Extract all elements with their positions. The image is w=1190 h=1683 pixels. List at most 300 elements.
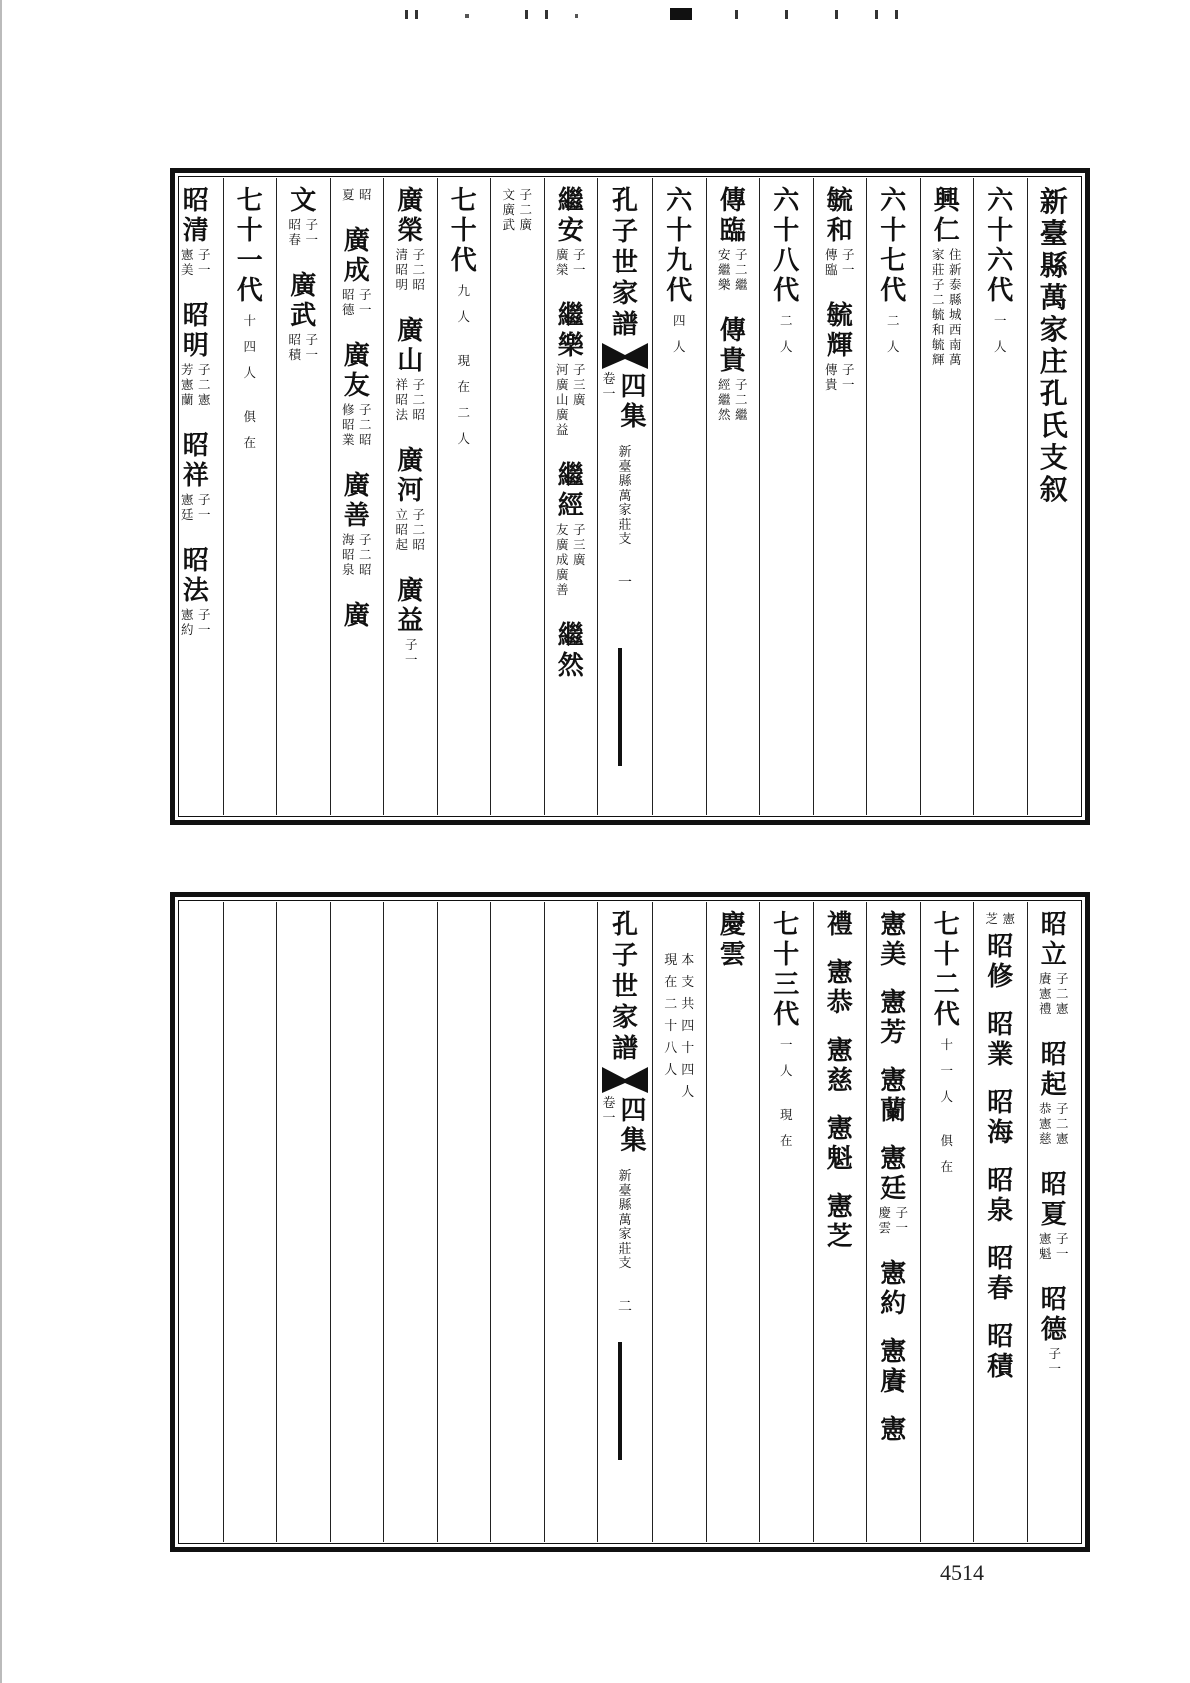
column-persons — [1027, 902, 1081, 1542]
annotation-char: 子 — [197, 362, 211, 377]
annotation-char: 子 — [1048, 1346, 1061, 1361]
book-name-char: 子 — [611, 217, 638, 247]
annotation-left — [394, 247, 409, 292]
annotation-char: 益 — [555, 422, 569, 437]
generation-char: 八 — [773, 246, 800, 276]
person-name-char: 樂 — [557, 331, 584, 361]
person-entry — [341, 226, 373, 323]
totals-line — [680, 950, 695, 1104]
annotation-left — [931, 247, 946, 367]
annotation-right — [358, 402, 373, 447]
series-char: 集 — [620, 402, 647, 432]
person-name-char: 傳 — [719, 186, 746, 216]
annotation-char: 賡 — [1038, 971, 1052, 986]
person-entry — [1039, 1285, 1069, 1382]
generation-char: 十 — [987, 216, 1014, 246]
annotation-char: 一 — [197, 507, 211, 522]
annotation-pair — [180, 247, 212, 277]
totals-char: 四 — [681, 1019, 695, 1034]
annotation-pair — [931, 247, 963, 367]
generation-count — [242, 308, 257, 456]
person-name-char: 繼 — [557, 301, 584, 331]
generation-heading — [985, 186, 1015, 306]
person-name-char: 興 — [933, 186, 960, 216]
annotation-left — [984, 911, 999, 926]
annotation-right — [358, 187, 373, 202]
column-blank — [330, 902, 384, 1542]
generation-char: 七 — [933, 910, 960, 940]
person-entry — [395, 576, 425, 673]
column-persons — [276, 178, 330, 815]
top-columns — [180, 178, 1080, 815]
series-char: 四 — [620, 372, 647, 402]
annotation-char: 三 — [572, 537, 586, 552]
annotation-right — [841, 247, 856, 277]
person-entry — [341, 186, 373, 208]
person-name-char: 廣 — [343, 226, 370, 256]
annotation-pair — [984, 911, 1016, 926]
annotation-pair — [1038, 971, 1070, 1016]
book-name-char: 譜 — [611, 1034, 638, 1064]
generation-char: 十 — [450, 216, 477, 246]
column-gen — [759, 178, 813, 815]
annotation-char: 傳 — [824, 247, 838, 262]
generation-count-char: 人 — [779, 1063, 793, 1078]
column-blank — [490, 902, 544, 1542]
annotation-char: 三 — [572, 377, 586, 392]
person-entry — [877, 1144, 909, 1241]
annotation-pair — [717, 247, 749, 292]
generation-char: 九 — [666, 246, 693, 276]
annotation-char: 海 — [341, 532, 355, 547]
fold-page-number: 一 — [618, 574, 632, 591]
page-number: 4514 — [940, 1560, 984, 1585]
section-name — [618, 446, 633, 548]
annotation-pair — [1038, 1101, 1070, 1146]
annotation-char: 憲 — [180, 247, 194, 262]
book-name — [610, 186, 640, 341]
generation-count-char: 人 — [779, 339, 793, 354]
generation-char: 二 — [933, 970, 960, 1000]
annotation-pair — [555, 522, 587, 597]
generation-heading — [235, 186, 265, 306]
person-name-char: 昭 — [987, 932, 1014, 962]
person-name-char: 繼 — [557, 186, 584, 216]
title-char: 萬 — [1039, 281, 1068, 314]
annotation-char: 然 — [717, 407, 731, 422]
person-name-char: 春 — [987, 1274, 1014, 1304]
person-entry — [717, 186, 749, 298]
annotation-char: 昭 — [412, 537, 425, 552]
series-row — [602, 372, 649, 432]
person-entry — [985, 1322, 1015, 1382]
person-entry — [180, 546, 212, 643]
annotation-char: 憲 — [180, 377, 194, 392]
generation-char: 七 — [773, 910, 800, 940]
annotation-char: 憲 — [180, 492, 194, 507]
annotation-right — [734, 247, 749, 292]
annotation-char: 憲 — [1038, 986, 1052, 1001]
generation-count — [672, 308, 687, 360]
person-name-char: 芝 — [826, 1222, 853, 1252]
annotation-right — [1055, 1231, 1070, 1261]
annotation-pair — [341, 402, 373, 447]
generation-char: 六 — [987, 246, 1014, 276]
annotation-char: 廣 — [555, 247, 569, 262]
column-gen — [973, 178, 1027, 815]
totals-char: 二 — [664, 997, 678, 1012]
top-genealogy-panel — [170, 168, 1090, 825]
person-name-char: 昭 — [182, 186, 209, 216]
title-char: 叙 — [1039, 473, 1068, 506]
annotation-right — [841, 362, 856, 392]
generation-count-char: 現 — [457, 353, 470, 368]
person-name-char: 文 — [290, 186, 317, 216]
person-name-char: 慶 — [719, 910, 746, 940]
column-persons — [544, 178, 598, 815]
person-name-char: 山 — [397, 346, 424, 376]
generation-char: 六 — [773, 186, 800, 216]
annotation-char: 子 — [358, 287, 372, 302]
annotation-char: 二 — [358, 417, 372, 432]
annotation-char: 昭 — [341, 547, 355, 562]
series-char: 集 — [620, 1126, 647, 1156]
annotation-left — [824, 247, 839, 277]
generation-heading — [771, 910, 801, 1030]
person-name-char: 廣 — [397, 186, 424, 216]
person-name-char: 雲 — [719, 940, 746, 970]
annotation-char: 蘭 — [180, 392, 194, 407]
annotation-char: 子 — [358, 402, 372, 417]
annotation-pair — [877, 1205, 909, 1235]
annotation-char: 二 — [1055, 986, 1069, 1001]
annotation-char: 廣 — [572, 392, 586, 407]
person-name-char: 憲 — [880, 1144, 907, 1174]
column-plainlist — [813, 902, 867, 1542]
person-entry — [825, 910, 855, 940]
person-name-char: 泉 — [987, 1196, 1014, 1226]
person-name-char: 昭 — [987, 1322, 1014, 1352]
person-name-char: 海 — [987, 1118, 1014, 1148]
generation-char: 代 — [236, 276, 263, 306]
annotation-char: 恭 — [1038, 1101, 1052, 1116]
person-name-char: 榮 — [397, 216, 424, 246]
column-gen — [223, 178, 277, 815]
annotation-pair — [287, 217, 319, 247]
person-name-char: 益 — [397, 606, 424, 636]
annotation-right — [572, 247, 587, 277]
generation-count-char: 人 — [457, 309, 470, 324]
annotation-right — [572, 362, 587, 437]
annotation-char: 起 — [395, 537, 408, 552]
person-entry — [394, 446, 426, 558]
annotation-char: 子 — [305, 332, 318, 347]
column-blank — [276, 902, 330, 1542]
generation-count-char: 一 — [993, 313, 1007, 328]
generation-char: 七 — [450, 186, 477, 216]
person-name-char: 憲 — [880, 988, 907, 1018]
generation-count-char: 九 — [457, 283, 470, 298]
section-char: 臺 — [618, 1183, 632, 1199]
person-entry — [287, 271, 319, 368]
person-name-char: 業 — [987, 1040, 1014, 1070]
annotation-char: 城 — [948, 307, 962, 322]
generation-count-char: 十 — [940, 1037, 953, 1052]
annotation-char: 二 — [412, 392, 425, 407]
person-name-char: 繼 — [557, 621, 584, 651]
annotation-left — [341, 287, 356, 317]
person-name-char: 昭 — [182, 546, 209, 576]
annotation-char: 魁 — [1038, 1246, 1052, 1261]
person-entry — [985, 1010, 1015, 1070]
person-name-char: 毓 — [826, 186, 853, 216]
person-entry — [878, 1066, 908, 1126]
annotation-char: 二 — [931, 292, 945, 307]
column-blank — [437, 902, 491, 1542]
column-persons — [383, 178, 437, 815]
person-name-char: 善 — [343, 501, 370, 531]
annotation-char: 昭 — [358, 187, 372, 202]
annotation-char: 子 — [841, 362, 855, 377]
annotation-pair — [824, 247, 856, 277]
column-blank — [383, 902, 437, 1542]
annotation-pair — [287, 332, 319, 362]
annotation-char: 憲 — [1055, 1131, 1069, 1146]
annotation-pair — [555, 362, 587, 437]
section-char: 家 — [618, 503, 632, 518]
annotation-pair — [1038, 1231, 1070, 1261]
column-totals — [652, 902, 706, 1542]
annotation-char: 廣 — [555, 407, 569, 422]
column-persons — [706, 178, 760, 815]
generation-char: 十 — [666, 216, 693, 246]
annotation-char: 子 — [197, 247, 211, 262]
generation-count-char: 二 — [457, 405, 470, 420]
annotation-left — [287, 332, 302, 362]
generation-count-char: 人 — [672, 339, 686, 354]
annotation-char: 繼 — [717, 262, 731, 277]
annotation-char: 昭 — [341, 287, 355, 302]
annotation-char: 經 — [717, 377, 731, 392]
annotation-char: 一 — [305, 232, 318, 247]
person-name-char: 貴 — [719, 346, 746, 376]
column-persons — [330, 178, 384, 815]
column-persons — [169, 178, 223, 815]
annotation-char: 子 — [519, 187, 532, 202]
annotation-left — [180, 607, 195, 637]
column-persons — [706, 902, 760, 1542]
generation-heading — [449, 186, 479, 276]
annotation-left — [341, 187, 356, 202]
annotation-char: 子 — [572, 522, 586, 537]
annotation-char: 莊 — [931, 262, 945, 277]
column-gen — [920, 902, 974, 1542]
book-name — [610, 910, 640, 1065]
annotation-char: 昭 — [395, 392, 408, 407]
person-name-char: 蘭 — [880, 1096, 907, 1126]
annotation-char: 憲 — [180, 607, 194, 622]
annotation-left — [877, 1205, 892, 1235]
annotation-char: 廣 — [555, 567, 569, 582]
section-char: 家 — [618, 1227, 632, 1242]
book-name-char: 子 — [611, 941, 638, 971]
person-entry — [180, 301, 212, 413]
person-name-char: 恭 — [826, 988, 853, 1018]
annotation-char: 子 — [412, 247, 425, 262]
annotation-char: 芳 — [180, 362, 194, 377]
person-name-char: 昭 — [1040, 1285, 1067, 1315]
column-blank — [223, 902, 277, 1542]
person-entry — [556, 621, 586, 681]
annotation-char: 二 — [1055, 1116, 1069, 1131]
person-name-char: 傳 — [719, 316, 746, 346]
person-name-char: 廣 — [397, 576, 424, 606]
annotation-right — [358, 532, 373, 577]
annotation-right — [197, 492, 212, 522]
person-entry — [985, 932, 1015, 992]
column-blank — [169, 902, 223, 1542]
annotation-char: 芝 — [985, 911, 998, 926]
title-char: 縣 — [1039, 249, 1068, 282]
totals-char: 十 — [664, 1019, 678, 1034]
section-char: 萬 — [618, 488, 632, 504]
section-char: 新 — [618, 445, 632, 460]
column-persons — [813, 178, 867, 815]
annotation-pair — [717, 377, 749, 422]
annotation-char: 輝 — [931, 352, 945, 367]
person-entry — [1038, 1040, 1070, 1152]
generation-count-char: 四 — [672, 313, 686, 328]
generation-heading — [878, 186, 908, 306]
annotation-char: 樂 — [717, 277, 731, 292]
person-name-char: 賡 — [880, 1367, 907, 1397]
annotation-char: 繼 — [734, 407, 748, 422]
annotation-char: 廣 — [555, 537, 569, 552]
person-entry — [717, 316, 749, 428]
annotation-char: 廣 — [502, 202, 515, 217]
volume-char: 卷 — [602, 372, 616, 387]
person-name-char: 憲 — [826, 1192, 853, 1222]
annotation-char: 子 — [895, 1205, 908, 1220]
annotation-char: 憲 — [1038, 1116, 1052, 1131]
generation-count-char: 俱 — [243, 409, 256, 424]
annotation-char: 毓 — [931, 307, 945, 322]
person-name-char: 廷 — [880, 1174, 907, 1204]
annotation-pair — [180, 362, 212, 407]
generation-count-char: 一 — [779, 1037, 793, 1052]
annotation-char: 一 — [572, 262, 586, 277]
section-char: 縣 — [618, 1198, 632, 1213]
annotation-char: 河 — [555, 362, 569, 377]
person-entry — [931, 186, 963, 373]
person-name-char: 仁 — [933, 216, 960, 246]
person-entry — [555, 461, 587, 603]
annotation-pair — [180, 607, 212, 637]
person-name-char: 昭 — [987, 1088, 1014, 1118]
person-entry — [1038, 1170, 1070, 1267]
annotation-pair — [341, 287, 373, 317]
center-fold-column — [597, 902, 652, 1542]
annotation-left — [555, 362, 570, 437]
annotation-char: 子 — [305, 217, 318, 232]
section-char: 臺 — [618, 459, 632, 475]
annotation-char: 住 — [948, 247, 962, 262]
annotation-pair — [394, 247, 426, 292]
person-entry — [341, 471, 373, 583]
person-name-char: 安 — [557, 216, 584, 246]
annotation-left — [180, 247, 195, 277]
totals-char: 共 — [681, 997, 695, 1012]
person-entry — [1038, 910, 1070, 1022]
person-name-char: 憲 — [826, 1036, 853, 1066]
generation-count-char: 在 — [779, 1133, 793, 1148]
bottom-genealogy-panel — [170, 892, 1090, 1552]
annotation-char: 積 — [288, 347, 301, 362]
person-name-char: 友 — [343, 371, 370, 401]
annotation-char: 清 — [395, 247, 408, 262]
volume-col — [602, 372, 617, 432]
person-name-char: 祥 — [182, 461, 209, 491]
generation-count — [779, 1032, 794, 1154]
person-name-char: 昭 — [1040, 1040, 1067, 1070]
person-entry — [825, 958, 855, 1018]
generation-count — [939, 1032, 954, 1180]
annotation-left — [287, 217, 302, 247]
annotation-left — [555, 522, 570, 597]
person-name-char: 昭 — [182, 431, 209, 461]
annotation-pair — [824, 362, 856, 392]
annotation-char: 昭 — [412, 407, 425, 422]
page-edge-line — [0, 0, 2, 1683]
annotation-right — [411, 507, 426, 552]
fishtail-mark — [602, 1067, 648, 1093]
book-name-char: 孔 — [611, 910, 638, 940]
title-char: 家 — [1039, 313, 1068, 346]
person-name-char: 和 — [826, 216, 853, 246]
annotation-char: 西 — [948, 322, 962, 337]
person-entry — [985, 1166, 1015, 1226]
annotation-char: 子 — [572, 362, 586, 377]
annotation-left — [1038, 1231, 1053, 1261]
annotation-char: 萬 — [948, 352, 962, 367]
generation-char: 一 — [236, 246, 263, 276]
generation-char: 代 — [933, 1000, 960, 1030]
annotation-char: 毓 — [931, 337, 945, 352]
fold-bar — [618, 1342, 622, 1460]
person-name-char: 昭 — [1040, 910, 1067, 940]
person-entry — [180, 431, 212, 528]
title-char: 孔 — [1039, 377, 1068, 410]
annotation-char: 縣 — [948, 292, 962, 307]
person-name-char: 昭 — [182, 301, 209, 331]
generation-heading — [664, 186, 694, 306]
generation-count-char: 十 — [243, 313, 256, 328]
annotation-char: 昭 — [412, 277, 425, 292]
annotation-char: 昭 — [395, 262, 408, 277]
generation-count-char: 在 — [243, 435, 256, 450]
annotation-char: 二 — [519, 202, 532, 217]
annotation-char: 昭 — [288, 332, 301, 347]
generation-char: 六 — [666, 186, 693, 216]
annotation-char: 憲 — [1002, 911, 1015, 926]
column-gen — [866, 178, 920, 815]
person-name-char: 憲 — [826, 1114, 853, 1144]
annotation-char: 子 — [404, 637, 418, 652]
annotation-right — [404, 637, 419, 667]
person-name-char: 積 — [987, 1352, 1014, 1382]
annotation-pair — [394, 507, 426, 552]
person-name-char: 廣 — [343, 601, 370, 631]
